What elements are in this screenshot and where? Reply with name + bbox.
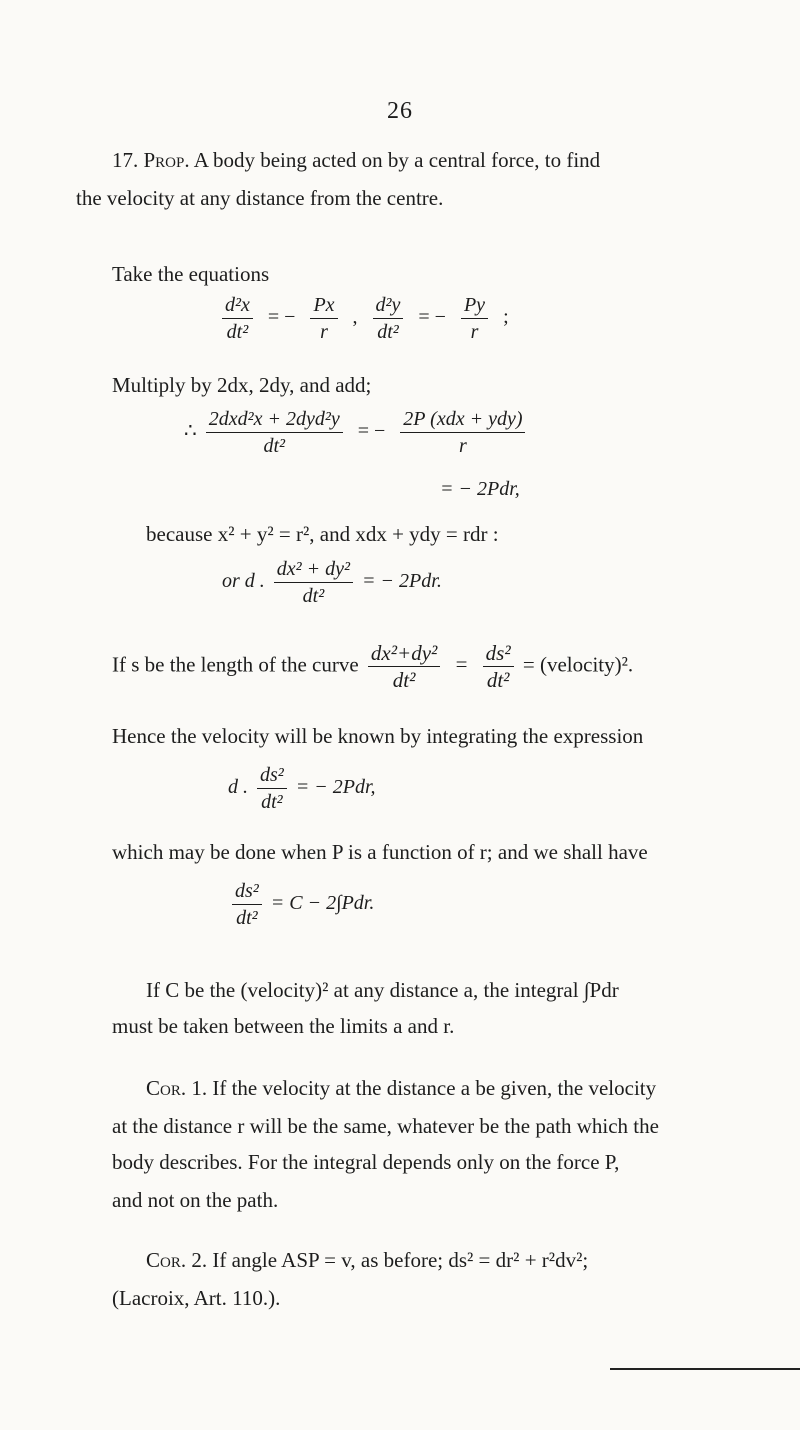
fraction: $\frac{\text{ds²}}{\text{dt²}}$ bbox=[483, 640, 514, 693]
equation-4: or d . $\frac{\text{dx² + dy²}}{\text{dt²}}$ = − 2Pdr. bbox=[222, 558, 442, 607]
cor2-line1: Cor. 2. If angle ASP = v, as before; ds² = dr² + r²dv²; bbox=[146, 1248, 589, 1272]
equation-6: $\frac{\text{ds²}}{\text{dt²}}$ = C − 2∫Pdr. bbox=[228, 878, 374, 931]
cor1-line3: body describes. For the integral depends only on the force P, bbox=[112, 1150, 620, 1174]
fraction: $\frac{\text{ds²}}{\text{dt²}}$ bbox=[232, 878, 262, 931]
which-text: which may be done when P is a function of r; and we shall have bbox=[112, 840, 648, 864]
equation-3: = − 2Pdr, bbox=[440, 478, 520, 500]
cor1-label: Cor. 1. bbox=[146, 1076, 208, 1100]
cor2-line2: (Lacroix, Art. 110.). bbox=[112, 1286, 281, 1310]
cor1-line4: and not on the path. bbox=[112, 1188, 279, 1212]
page-number: 26 bbox=[387, 98, 413, 124]
fraction: $\frac{\text{d²x}}{\text{dt²}}$ bbox=[222, 292, 253, 345]
equation-5: d . $\frac{\text{ds²}}{\text{dt²}}$ = − 2Pdr, bbox=[228, 764, 376, 813]
cor1-line1: Cor. 1. If the velocity at the distance a be given, the velocity bbox=[146, 1076, 657, 1100]
equation-2: ∴ $\frac{\text{2dxd²x + 2dyd²y}}{\text{dt²}}$ = − $\frac{\text{2P (xdx + ydy)}}{r}$ bbox=[184, 406, 529, 459]
fraction: $\frac{\text{dx² + dy²}}{\text{dt²}}$ bbox=[274, 556, 353, 609]
hence-text: Hence the velocity will be known by integrating the expression bbox=[112, 724, 644, 748]
multiply-text: Multiply by 2dx, 2dy, and add; bbox=[112, 373, 372, 397]
because-text: because x² + y² = r², and xdx + ydy = rdr : bbox=[146, 522, 499, 546]
fraction: $\frac{\text{ds²}}{\text{dt²}}$ bbox=[257, 762, 287, 815]
equation-1: $\frac{\text{d²x}}{\text{dt²}}$ = − $\frac{Px}{r}$ , $\frac{\text{d²y}}{\text{dt²}}$ = − $\frac{Py}{r}$ ; bbox=[218, 292, 515, 345]
prop-heading-line2: the velocity at any distance from the centre. bbox=[76, 186, 444, 210]
therefore-symbol: ∴ bbox=[184, 420, 197, 443]
fraction: $\frac{\text{2P (xdx + ydy)}}{r}$ bbox=[400, 406, 525, 459]
fraction: $\frac{\text{d²y}}{\text{dt²}}$ bbox=[373, 292, 404, 345]
prop-text-line1: A body being acted on by a central force, to find bbox=[193, 148, 601, 172]
if-c-line2: must be taken between the limits a and r. bbox=[112, 1014, 455, 1038]
fraction: $\frac{\text{2dxd²x + 2dyd²y}}{\text{dt²}}$ bbox=[206, 406, 343, 459]
cor1-line2: at the distance r will be the same, whatever be the path which the bbox=[112, 1114, 659, 1138]
fraction: $\frac{Py}{r}$ bbox=[461, 292, 488, 345]
prop-number: 17. bbox=[112, 148, 139, 172]
prop-heading-line1 bbox=[112, 148, 722, 173]
if-c-line1: If C be the (velocity)² at any distance a, the integral ∫Pdr bbox=[146, 978, 619, 1002]
cor2-label: Cor. 2. bbox=[146, 1248, 208, 1272]
fraction: $\frac{\text{dx²+dy²}}{\text{dt²}}$ bbox=[368, 640, 440, 693]
fraction: $\frac{Px}{r}$ bbox=[310, 292, 337, 345]
page-edge-shadow bbox=[610, 1368, 800, 1370]
intro-text: Take the equations bbox=[112, 262, 270, 286]
prop-label: Prop. bbox=[143, 148, 190, 172]
curve-length-line: If s be the length of the curve $\frac{\text{dx²+dy²}}{\text{dt²}}$ = $\frac{\text{ds²}}{\text{dt²}}$ = (velocity)². bbox=[112, 641, 634, 692]
